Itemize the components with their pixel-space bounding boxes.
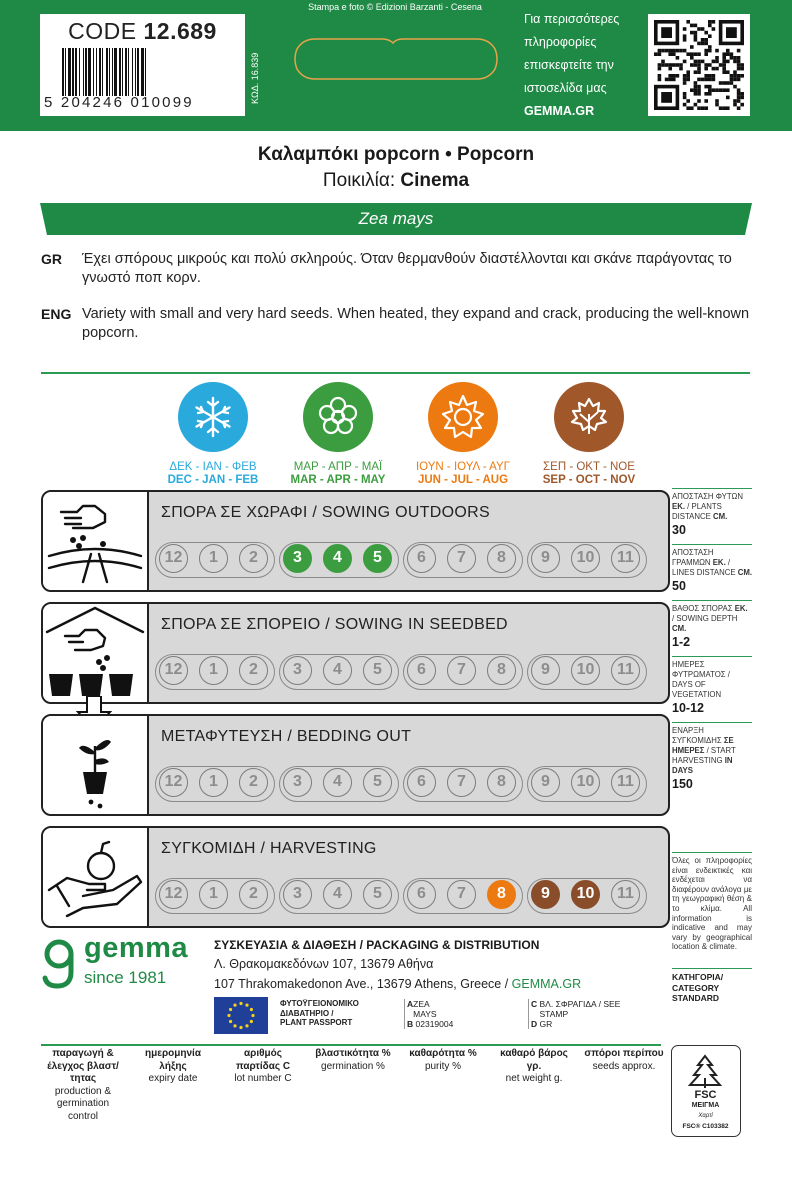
month-3: 3	[283, 544, 312, 573]
stat-value: 1-2	[672, 635, 691, 649]
footer-col-seeds: σπόροι περίπου seeds approx.	[584, 1048, 664, 1072]
info-website-link[interactable]: GEMMA.GR	[524, 104, 595, 118]
snowflake-icon	[178, 382, 248, 452]
season-months-en: DEC - JAN - FEB	[167, 474, 259, 486]
month-8: 8	[487, 880, 516, 909]
footer-col-weight: καθαρό βάρος γρ. net weight g.	[500, 1048, 568, 1084]
month-1: 1	[199, 768, 228, 797]
code-label-box	[40, 14, 245, 116]
season-months-gr: ΔΕΚ - ΙΑΝ - ΦΕΒ	[169, 461, 257, 473]
month-2: 2	[239, 880, 268, 909]
month-2: 2	[239, 656, 268, 685]
row-label: ΜΕΤΑΦΥΤΕΥΣΗ / BEDDING OUT	[161, 728, 412, 745]
fsc-badge	[671, 1045, 741, 1137]
eu-flag-icon	[214, 997, 268, 1034]
plant-passport-a-b: AZEA MAYS B 02319004	[404, 999, 453, 1029]
fsc-logo-text: FSC	[694, 1089, 717, 1100]
month-8: 8	[487, 768, 516, 797]
calendar-row-bedding-out	[41, 714, 670, 816]
season-months-en: JUN - JUL - AUG	[417, 474, 509, 486]
plant-passport-label: ΦΥΤΟΫΓΕΙΟΝΟΜΙΚΟ ΔΙΑΒΑΤΗΡΙΟ / PLANT PASSPORT	[280, 999, 359, 1027]
month-9: 9	[531, 656, 560, 685]
month-6: 6	[407, 880, 436, 909]
footer-col-lot: αριθμός παρτίδας C lot number C	[234, 1048, 292, 1084]
info-line: επισκεφτείτε την	[524, 58, 614, 72]
print-credit: Stampa e foto © Edizioni Barzanti - Cesena	[308, 2, 482, 12]
month-8: 8	[487, 544, 516, 573]
category-label: ΚΑΤΗΓΟΡΙΑ/ CATEGORY STANDARD	[672, 968, 752, 1004]
footer-divider	[41, 1044, 661, 1046]
month-track	[155, 766, 655, 802]
month-3: 3	[283, 656, 312, 685]
month-6: 6	[407, 768, 436, 797]
info-line: ιστοσελίδα μας	[524, 81, 607, 95]
month-10: 10	[571, 768, 600, 797]
stat-item	[672, 600, 752, 649]
month-10: 10	[571, 544, 600, 573]
sun-icon	[428, 382, 498, 452]
month-11: 11	[611, 544, 640, 573]
stat-value: 50	[672, 579, 686, 593]
packaging-title: ΣΥΣΚΕΥΑΣΙΑ & ΔΙΑΘΕΣΗ / PACKAGING & DISTRIBUTION	[214, 938, 540, 952]
month-7: 7	[447, 656, 476, 685]
month-1: 1	[199, 656, 228, 685]
season-months-en: MAR - APR - MAY	[290, 474, 386, 486]
stat-item	[672, 544, 752, 593]
month-4: 4	[323, 544, 352, 573]
stat-item	[672, 722, 752, 791]
stat-value: 150	[672, 777, 693, 791]
month-1: 1	[199, 544, 228, 573]
variety-name: Cinema	[400, 170, 470, 191]
month-1: 1	[199, 880, 228, 909]
month-5: 5	[363, 656, 392, 685]
stat-item	[672, 488, 752, 537]
website-link[interactable]: GEMMA.GR	[511, 977, 582, 991]
info-text	[524, 8, 644, 123]
month-9: 9	[531, 544, 560, 573]
stat-label: ΒΑΘΟΣ ΣΠΟΡΑΣ ΕΚ. / SOWING DEPTH CM.	[672, 604, 748, 633]
barcode-bar	[146, 48, 148, 96]
description-gr: Έχει σπόρους μικρούς και πολύ σκληρούς. Όταν θερμανθούν διαστέλλονται και σκάνε παράγοντας το γνωστό ποπ κορν.	[82, 251, 732, 286]
footer-col-purity: καθαρότητα % purity %	[409, 1048, 477, 1072]
brand-name: gemma	[84, 932, 189, 964]
info-line: Για περισσότερες	[524, 12, 620, 26]
section-divider	[41, 372, 750, 374]
month-12: 12	[159, 544, 188, 573]
info-line: πληροφορίες	[524, 35, 597, 49]
month-12: 12	[159, 768, 188, 797]
month-track	[155, 542, 655, 578]
month-track	[155, 654, 655, 690]
footer-col-expiry: ημερομηνία λήξης expiry date	[145, 1048, 201, 1084]
season-spring	[283, 382, 393, 487]
month-6: 6	[407, 656, 436, 685]
sowing-outdoors-icon	[43, 492, 149, 590]
month-4: 4	[323, 880, 352, 909]
window-outline-icon	[293, 37, 499, 81]
season-months-gr: ΣΕΠ - ΟΚΤ - ΝΟΕ	[543, 461, 635, 473]
month-8: 8	[487, 656, 516, 685]
row-label: ΣΠΟΡΑ ΣΕ ΣΠΟΡΕΙΟ / SOWING IN SEEDBED	[161, 616, 508, 633]
month-9: 9	[531, 768, 560, 797]
description-eng: Variety with small and very hard seeds. When heated, they expand and crack, producing the well-known popcorn.	[82, 306, 750, 341]
qr-code[interactable]	[648, 14, 750, 116]
lang-tag-eng: ENG	[41, 306, 72, 322]
stat-item	[672, 656, 752, 715]
month-7: 7	[447, 768, 476, 797]
calendar-row-sowing-seedbed	[41, 602, 670, 704]
season-months-gr: ΜΑΡ - ΑΠΡ - ΜΑΪ	[293, 461, 383, 473]
kod-number: ΚΩΔ. 16.839	[250, 52, 260, 104]
stat-label: ΑΠΟΣΤΑΣΗ ΦΥΤΩΝ ΕΚ. / PLANTS DISTANCE CM.	[672, 492, 743, 521]
product-title: Καλαμπόκι popcorn • Popcorn	[257, 144, 535, 165]
season-months-en: SEP - OCT - NOV	[542, 474, 636, 486]
variety-line: Ποικιλία: Cinema	[322, 170, 470, 191]
footer-col-production: παραγωγή & έλεγχος βλαστ/τητας production & germination control	[47, 1048, 119, 1122]
flower-icon	[303, 382, 373, 452]
month-10: 10	[571, 656, 600, 685]
month-5: 5	[363, 768, 392, 797]
disclaimer-note: Όλες οι πληροφορίες είναι ενδεικτικές και ενδέχεται να διαφέρουν ανάλογα με τη γεωγραφική θέση & το κλίμα. All information is indicative and may vary by geographical location & climate.	[672, 852, 752, 952]
season-summer	[408, 382, 518, 487]
month-12: 12	[159, 656, 188, 685]
leaf-icon	[554, 382, 624, 452]
month-4: 4	[323, 768, 352, 797]
month-4: 4	[323, 656, 352, 685]
stat-label: ΕΝΑΡΞΗ ΣΥΓΚΟΜΙΔΗΣ ΣΕ ΗΜΕΡΕΣ / START HARVESTING IN DAYS	[672, 726, 736, 775]
growing-stats	[672, 488, 752, 798]
product-code: CODE 12.689	[68, 18, 217, 44]
footer-col-germination: βλαστικότητα % germination %	[315, 1048, 391, 1072]
stat-value: 10-12	[672, 701, 704, 715]
row-label: ΣΠΟΡΑ ΣΕ ΧΩΡΑΦΙ / SOWING OUTDOORS	[161, 504, 490, 521]
barcode	[62, 48, 228, 96]
month-10: 10	[571, 880, 600, 909]
fsc-code: FSC® C103382	[682, 1123, 729, 1130]
month-3: 3	[283, 880, 312, 909]
bedding-out-icon	[43, 716, 149, 814]
address-en: 107 Thrakomakedonon Ave., 13679 Athens, Greece / GEMMA.GR	[214, 977, 582, 991]
gemma-logo-icon	[41, 938, 77, 990]
month-2: 2	[239, 544, 268, 573]
stat-label: ΑΠΟΣΤΑΣΗ ΓΡΑΜΜΩΝ ΕΚ. / LINES DISTANCE CM.	[672, 548, 753, 577]
plant-passport-c-d: C ΒΛ. ΣΦΡΑΓΙΔΑ / SEE STAMP D GR	[528, 999, 624, 1029]
month-3: 3	[283, 768, 312, 797]
month-6: 6	[407, 544, 436, 573]
stat-label: ΗΜΕΡΕΣ ΦΥΤΡΩΜΑΤΟΣ / DAYS OF VEGETATION	[672, 660, 730, 699]
fsc-tree-icon	[672, 1052, 739, 1100]
lang-tag-gr: GR	[41, 251, 62, 267]
latin-name: Zea mays	[358, 209, 434, 228]
month-track	[155, 878, 655, 914]
month-12: 12	[159, 880, 188, 909]
sowing-seedbed-icon	[43, 604, 149, 702]
month-7: 7	[447, 544, 476, 573]
month-11: 11	[611, 768, 640, 797]
qr-code-icon	[654, 20, 744, 110]
season-autumn	[534, 382, 644, 487]
season-months-gr: ΙΟΥΝ - ΙΟΥΛ - ΑΥΓ	[415, 461, 510, 473]
month-2: 2	[239, 768, 268, 797]
month-7: 7	[447, 880, 476, 909]
harvesting-icon	[43, 828, 149, 926]
fsc-paper: Χαρτί	[698, 1113, 713, 1119]
brand-since: since 1981	[84, 968, 167, 987]
row-label: ΣΥΓΚΟΜΙΔΗ / HARVESTING	[161, 840, 377, 857]
month-5: 5	[363, 880, 392, 909]
season-winter	[158, 382, 268, 487]
calendar-row-sowing-outdoors	[41, 490, 670, 592]
month-11: 11	[611, 880, 640, 909]
month-5: 5	[363, 544, 392, 573]
month-11: 11	[611, 656, 640, 685]
barcode-digits: 5 204246 010099	[44, 94, 194, 111]
month-9: 9	[531, 880, 560, 909]
fsc-mix: ΜΕΙΓΜΑ	[691, 1102, 720, 1109]
address-gr: Λ. Θρακομακεδόνων 107, 13679 Αθήνα	[214, 957, 434, 971]
calendar-row-harvesting	[41, 826, 670, 928]
stat-value: 30	[672, 523, 686, 537]
